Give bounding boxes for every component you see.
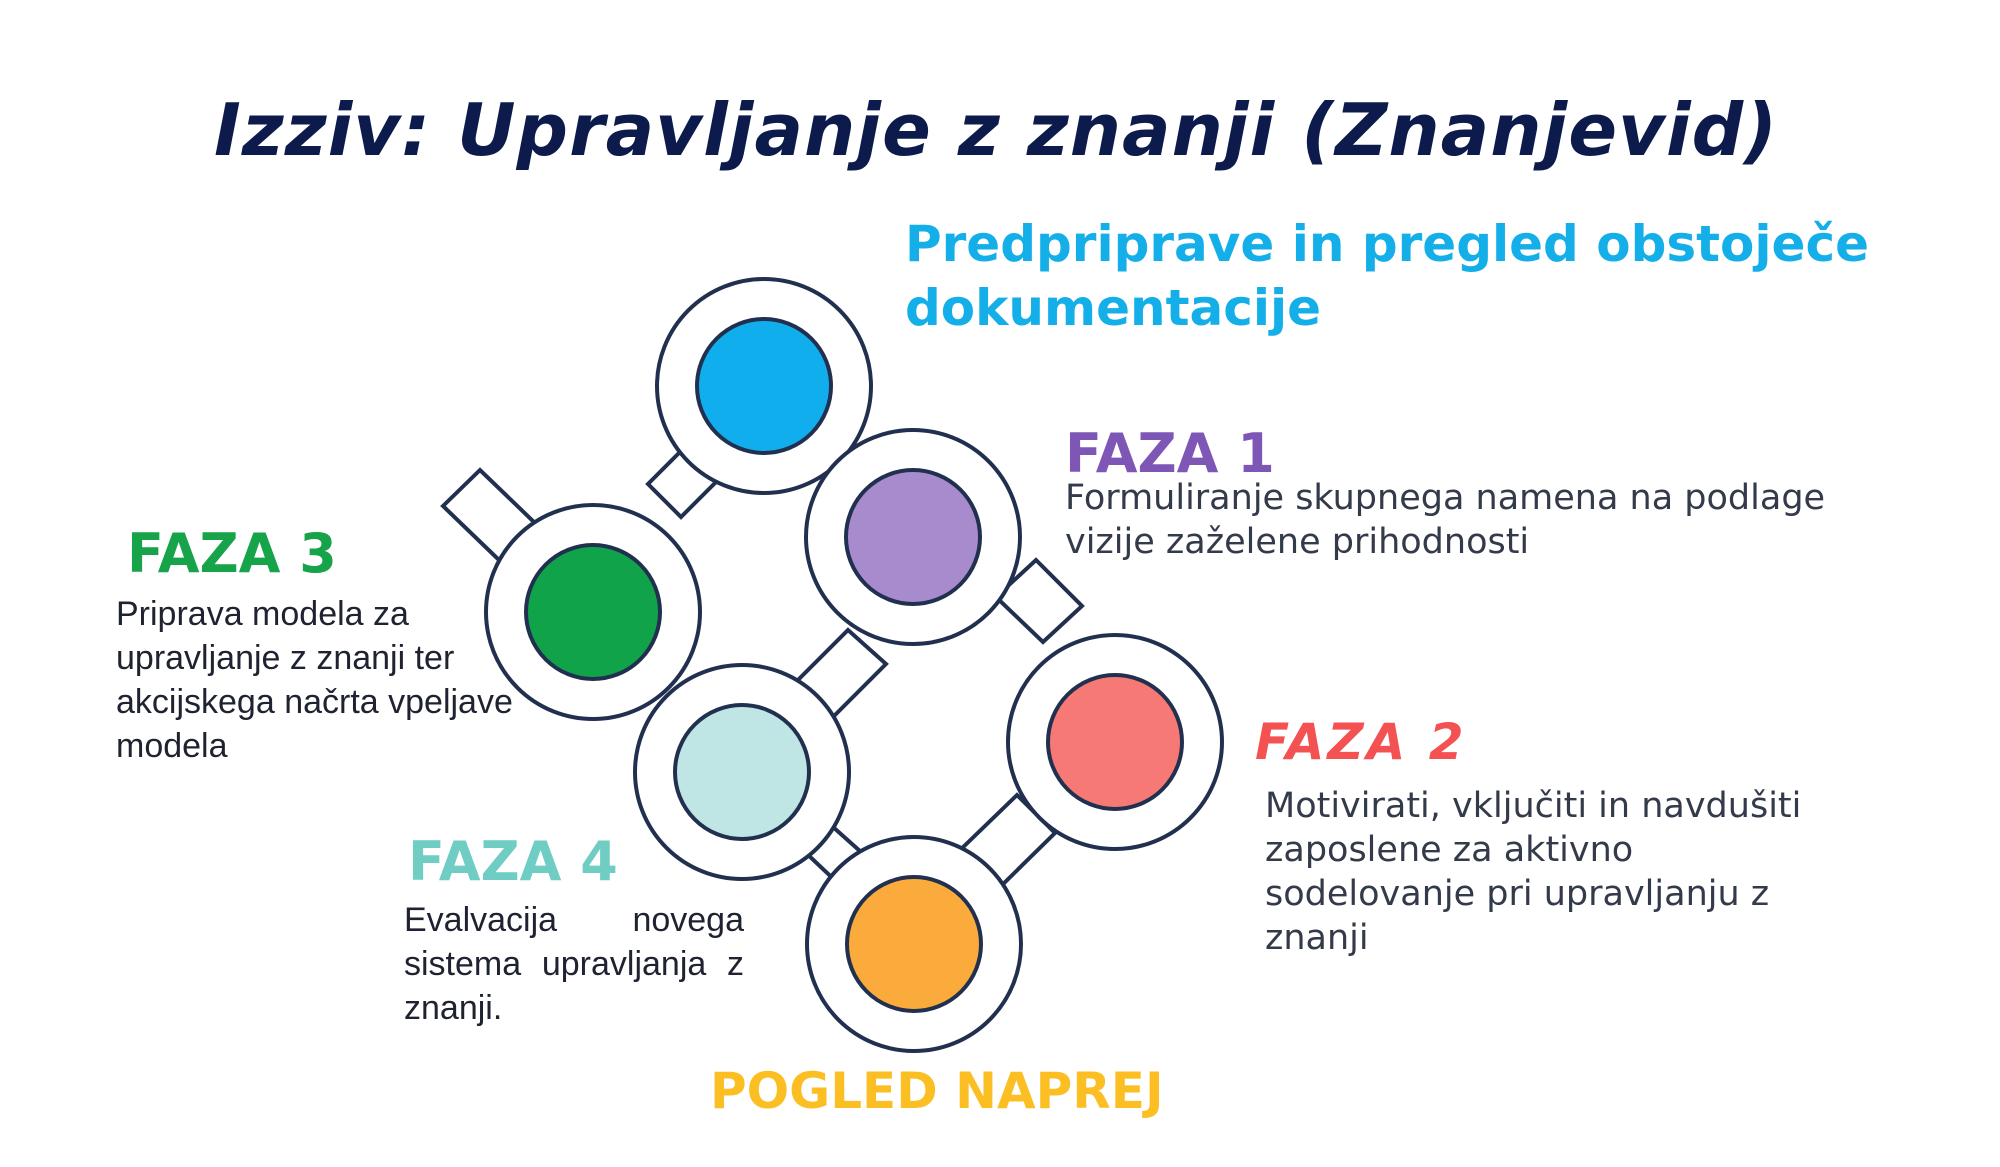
node-faza2	[1008, 635, 1222, 849]
top-node-heading: Predpriprave in pregled obstoječe dokumentacije	[905, 215, 1869, 337]
faza4-description: Evalvacija novega sistema upravljanja z znanji.	[404, 901, 744, 1027]
node-faza1	[806, 430, 1020, 644]
faza3-description: Priprava modela za upravljanje z znanji ter akcijskega načrta vpeljave modela	[116, 595, 513, 765]
bottom-node-label: POGLED NAPREJ	[710, 1062, 1164, 1120]
faza1-label: FAZA 1	[1065, 422, 1275, 485]
faza3-label: FAZA 3	[127, 522, 337, 585]
node-faza3	[486, 505, 700, 719]
faza1-description: Formuliranje skupnega namena na podlage vizije zaželene prihodnosti	[1065, 478, 1826, 562]
node-faza4	[635, 665, 849, 879]
node-bottom	[807, 837, 1021, 1051]
faza2-label: FAZA 2	[1255, 713, 1467, 771]
faza2-description: Motivirati, vključiti in navdušiti zaposlene za aktivno sodelovanje pri upravljanju z znanji	[1265, 786, 1802, 958]
page-title: Izziv: Upravljanje z znanji (Znanjevid)	[214, 88, 1779, 172]
faza4-label: FAZA 4	[408, 830, 618, 893]
